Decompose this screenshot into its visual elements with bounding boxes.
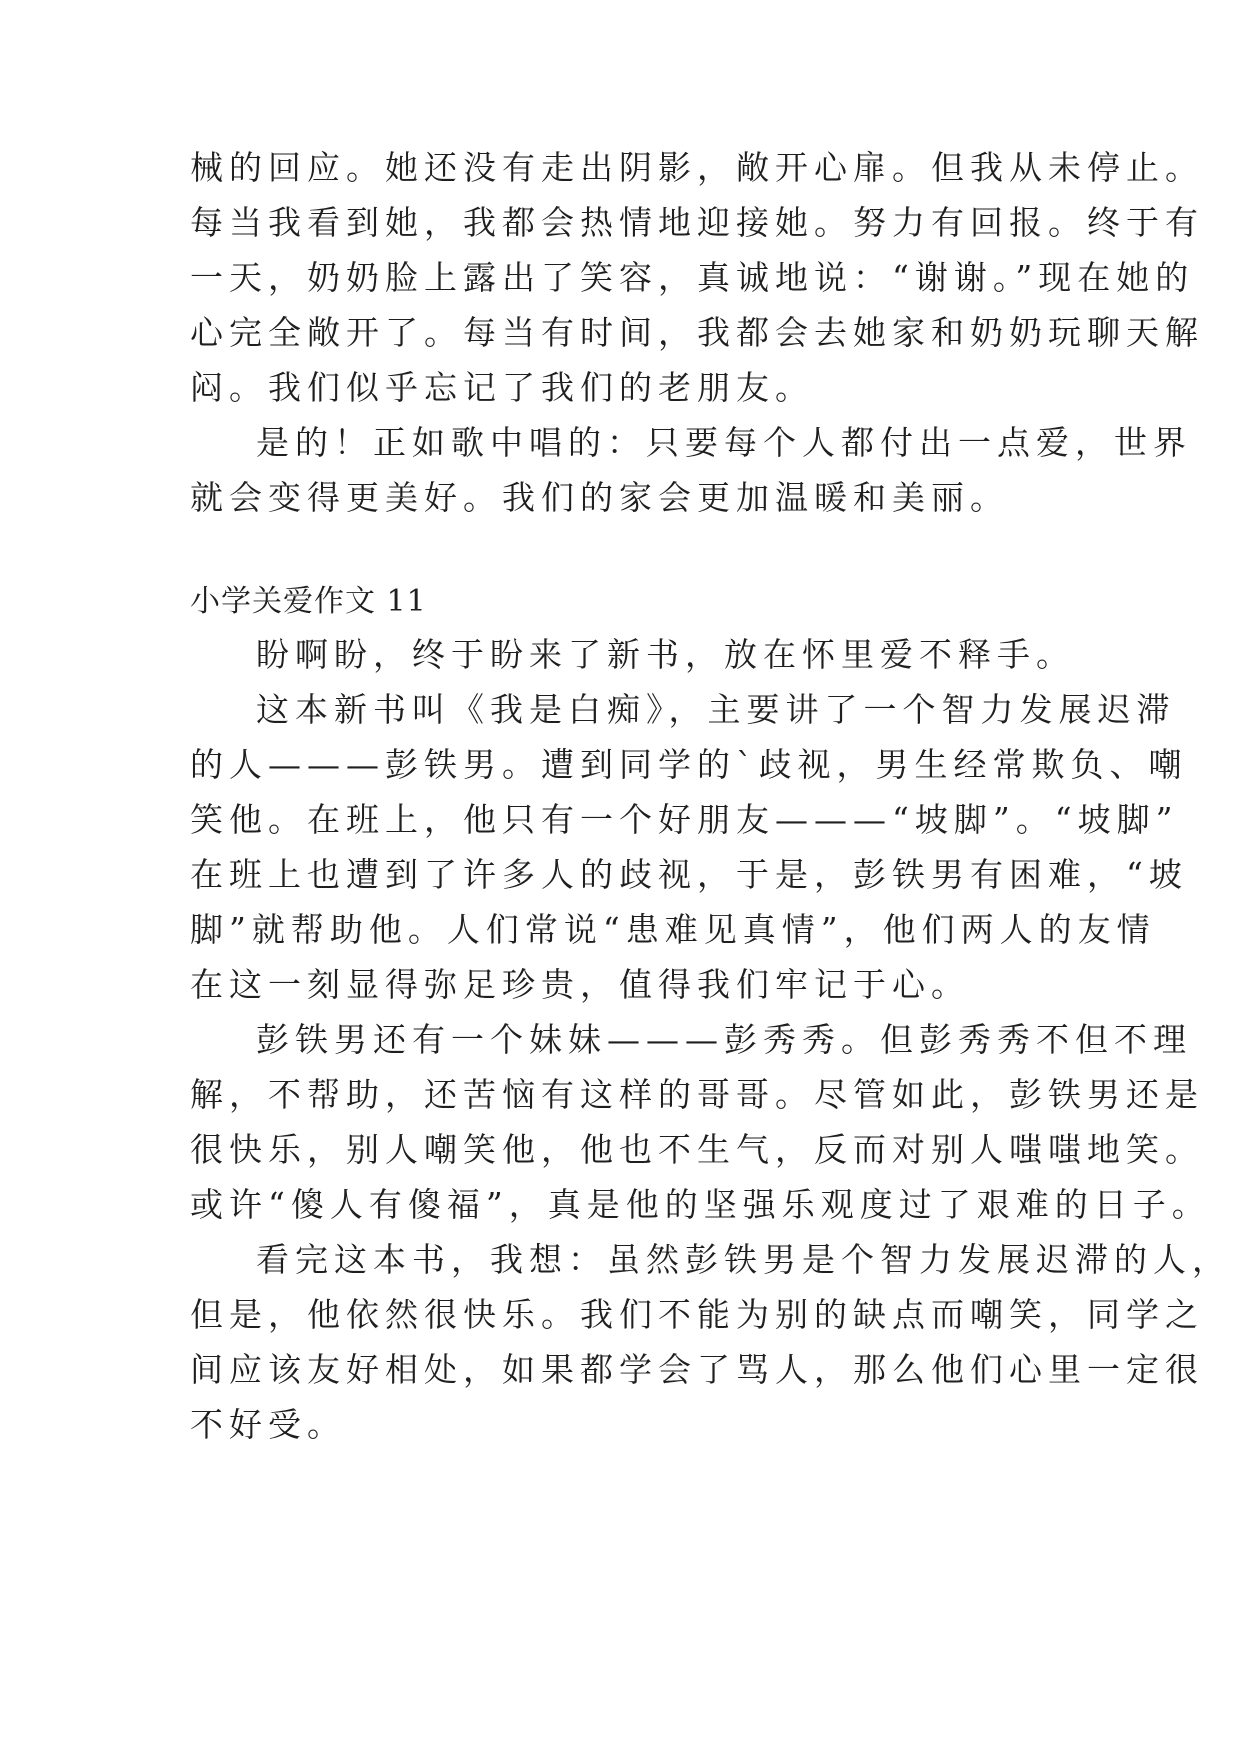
paragraph-line: 是的！正如歌中唱的：只要每个人都付出一点爱，世界 xyxy=(256,423,1192,462)
paragraph-line: 间应该友好相处，如果都学会了骂人，那么他们心里一定很 xyxy=(190,1350,1204,1389)
paragraph-line: 笑他。在班上，他只有一个好朋友———“坡脚”。“坡脚” xyxy=(190,800,1179,839)
paragraph-line: 看完这本书，我想：虽然彭铁男是个智力发展迟滞的人， xyxy=(256,1240,1231,1279)
paragraph-line: 每当我看到她，我都会热情地迎接她。努力有回报。终于有 xyxy=(190,203,1204,242)
paragraph-line: 一天，奶奶脸上露出了笑容，真诚地说：“谢谢。”现在她的 xyxy=(190,258,1195,297)
paragraph-line: 很快乐，别人嘲笑他，他也不生气，反而对别人嗤嗤地笑。 xyxy=(190,1130,1204,1169)
paragraph-line: 就会变得更美好。我们的家会更加温暖和美丽。 xyxy=(190,478,1009,517)
paragraph-line: 或许“傻人有傻福”，真是他的坚强乐观度过了艰难的日子。 xyxy=(190,1185,1211,1224)
paragraph-line: 不好受。 xyxy=(190,1405,346,1444)
paragraph-line: 在这一刻显得弥足珍贵，值得我们牢记于心。 xyxy=(190,965,970,1004)
paragraph-line: 但是，他依然很快乐。我们不能为别的缺点而嘲笑，同学之 xyxy=(190,1295,1204,1334)
paragraph-line: 脚”就帮助他。人们常说“患难见真情”，他们两人的友情 xyxy=(190,910,1156,949)
section-title: 小学关爱作文 11 xyxy=(190,584,427,619)
paragraph-line: 械的回应。她还没有走出阴影，敞开心扉。但我从未停止。 xyxy=(190,148,1204,187)
paragraph-line: 在班上也遭到了许多人的歧视，于是，彭铁男有困难，“坡 xyxy=(190,855,1188,894)
paragraph-line: 心完全敞开了。每当有时间，我都会去她家和奶奶玩聊天解 xyxy=(190,313,1204,352)
paragraph-line: 解，不帮助，还苦恼有这样的哥哥。尽管如此，彭铁男还是 xyxy=(190,1075,1204,1114)
paragraph-line: 闷。我们似乎忘记了我们的老朋友。 xyxy=(190,368,814,407)
paragraph-line: 彭铁男还有一个妹妹———彭秀秀。但彭秀秀不但不理 xyxy=(256,1020,1192,1059)
paragraph-line: 盼啊盼，终于盼来了新书，放在怀里爱不释手。 xyxy=(256,635,1075,674)
paragraph-line: 这本新书叫《我是白痴》，主要讲了一个智力发展迟滞 xyxy=(256,690,1176,729)
paragraph-line: 的人———彭铁男。遭到同学的`歧视，男生经常欺负、嘲 xyxy=(190,745,1188,784)
